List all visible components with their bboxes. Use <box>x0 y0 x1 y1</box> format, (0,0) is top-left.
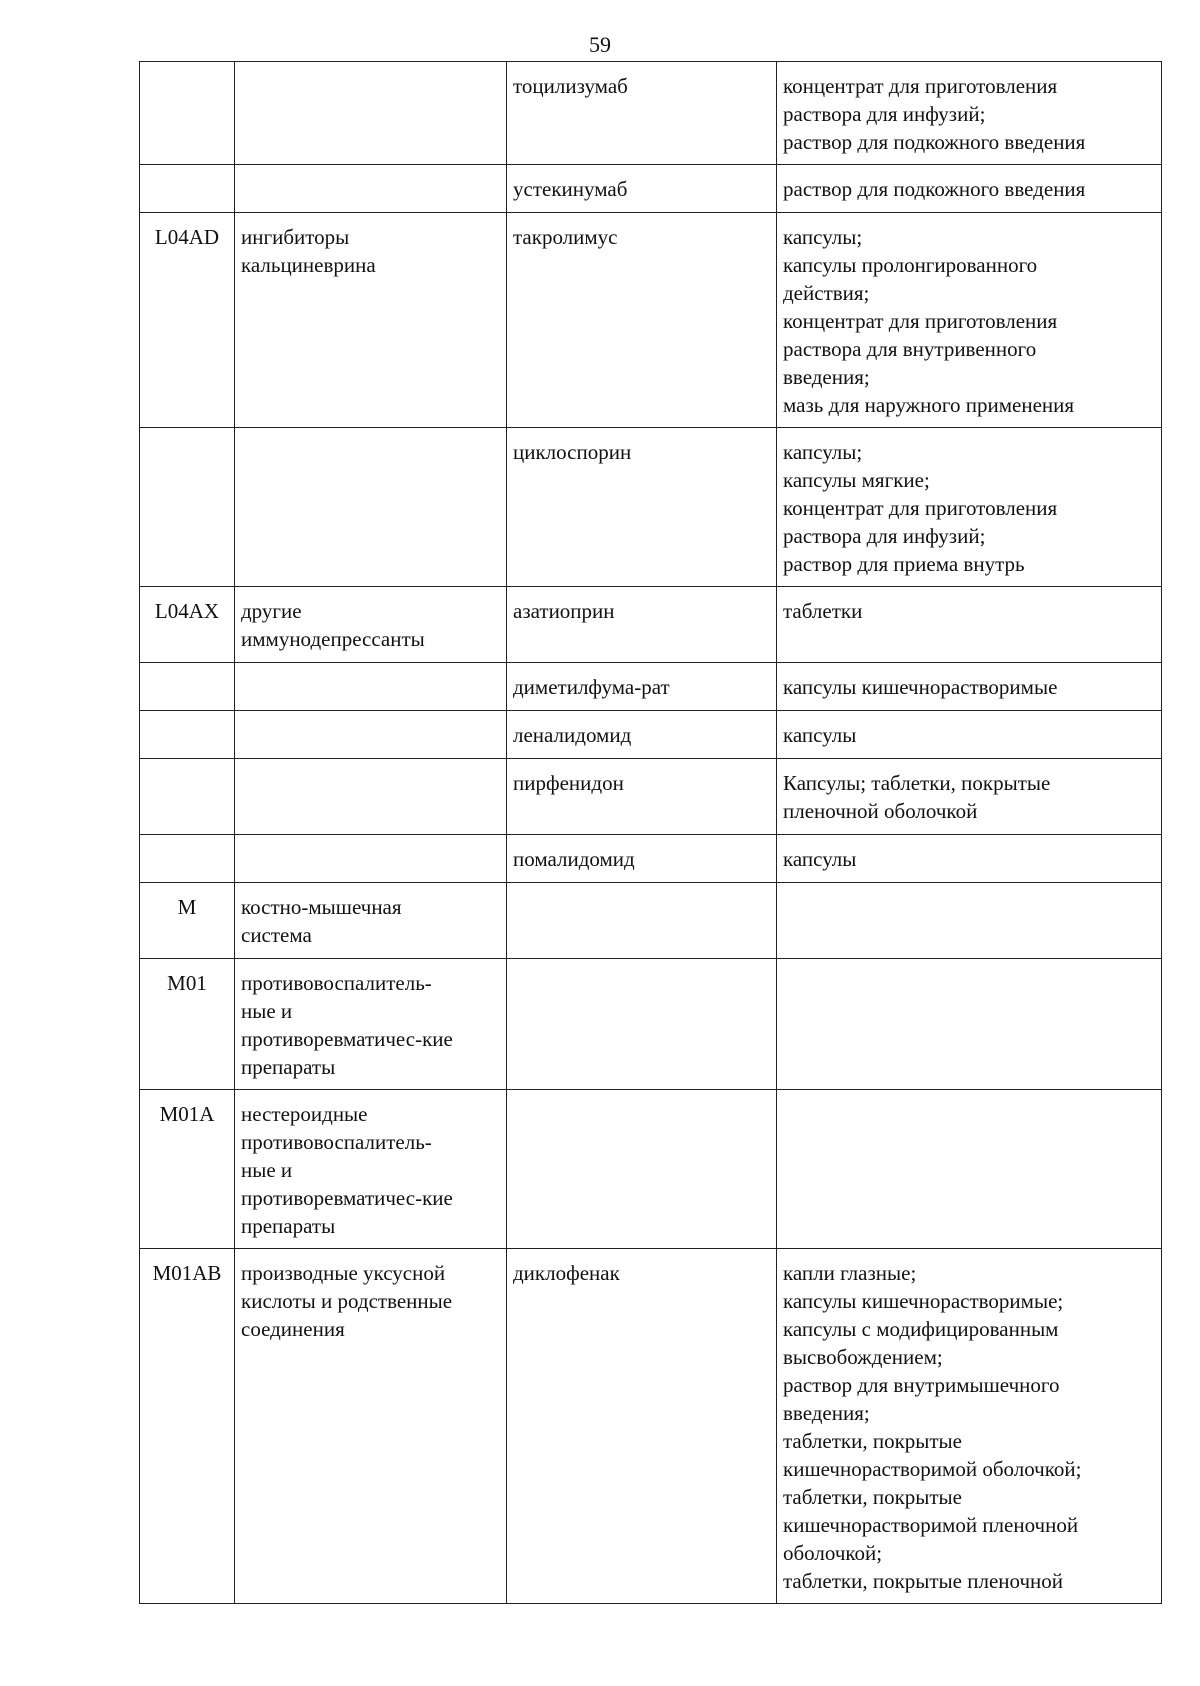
dosage-form-line: капсулы; <box>783 225 863 249</box>
anatomical-group-cell <box>235 959 507 1090</box>
atc-code-cell: M01AB <box>140 1249 235 1604</box>
atc-code-cell <box>140 428 235 587</box>
drug-name-cell: диклофенак <box>507 1249 777 1604</box>
dosage-form-line: раствор для подкожного введения <box>783 177 1086 201</box>
drug-table <box>139 61 1162 1604</box>
group-text-line: система <box>241 923 312 947</box>
drug-name-cell: леналидомид <box>507 711 777 759</box>
anatomical-group-cell <box>235 1249 507 1604</box>
anatomical-group-cell <box>235 759 507 835</box>
table-row <box>140 883 1162 959</box>
dosage-form-line: раствор для приема внутрь <box>783 552 1025 576</box>
table-row <box>140 587 1162 663</box>
atc-code-cell <box>140 759 235 835</box>
dosage-form-line: раствор для внутримышечного <box>783 1373 1060 1397</box>
drug-name-cell <box>507 883 777 959</box>
drug-name-cell: такролимус <box>507 213 777 428</box>
dosage-form-line: капсулы мягкие; <box>783 468 930 492</box>
drug-name-cell: устекинумаб <box>507 165 777 213</box>
dosage-form-line: капсулы пролонгированного <box>783 253 1038 277</box>
dosage-form-line: капсулы <box>783 847 857 871</box>
anatomical-group-cell <box>235 835 507 883</box>
group-text-line: ингибиторы <box>241 225 350 249</box>
dosage-form-line: действия; <box>783 281 870 305</box>
group-text-line: противоревматичес-кие <box>241 1186 453 1210</box>
dosage-form-line: капсулы кишечнорастворимые; <box>783 1289 1064 1313</box>
dosage-form-line: концентрат для приготовления <box>783 309 1058 333</box>
group-text-line: костно-мышечная <box>241 895 402 919</box>
anatomical-group-cell <box>235 711 507 759</box>
group-text-line: противоревматичес-кие <box>241 1027 453 1051</box>
dosage-form-line: раствор для подкожного введения <box>783 130 1086 154</box>
dosage-form-line: кишечнорастворимой оболочкой; <box>783 1457 1082 1481</box>
group-text-line: соединения <box>241 1317 345 1341</box>
dosage-form-line: капсулы <box>783 723 857 747</box>
dosage-form-line: раствора для инфузий; <box>783 524 986 548</box>
table-row <box>140 663 1162 711</box>
drug-name-cell: диметилфума-рат <box>507 663 777 711</box>
anatomical-group-cell <box>235 428 507 587</box>
drug-name-cell <box>507 959 777 1090</box>
anatomical-group-cell <box>235 62 507 165</box>
dosage-forms-cell <box>777 587 1162 663</box>
drug-name-cell: тоцилизумаб <box>507 62 777 165</box>
dosage-form-line: Капсулы; таблетки, покрытые <box>783 771 1051 795</box>
anatomical-group-cell <box>235 587 507 663</box>
dosage-forms-cell <box>777 213 1162 428</box>
table-row <box>140 1249 1162 1604</box>
dosage-form-line: капли глазные; <box>783 1261 917 1285</box>
group-text-line: противовоспалитель- <box>241 1130 432 1154</box>
table-row <box>140 62 1162 165</box>
anatomical-group-cell <box>235 213 507 428</box>
group-text-line: производные уксусной <box>241 1261 446 1285</box>
table-row <box>140 1090 1162 1249</box>
drug-name-cell: пирфенидон <box>507 759 777 835</box>
anatomical-group-cell <box>235 663 507 711</box>
dosage-forms-cell <box>777 883 1162 959</box>
table-row <box>140 759 1162 835</box>
table-row <box>140 959 1162 1090</box>
table-row <box>140 213 1162 428</box>
dosage-forms-cell <box>777 959 1162 1090</box>
dosage-form-line: кишечнорастворимой пленочной <box>783 1513 1079 1537</box>
drug-name-cell: азатиоприн <box>507 587 777 663</box>
atc-code-cell: L04AD <box>140 213 235 428</box>
atc-code-cell: M01 <box>140 959 235 1090</box>
drug-name-cell: циклоспорин <box>507 428 777 587</box>
group-text-line: иммунодепрессанты <box>241 627 425 651</box>
dosage-form-line: раствора для внутривенного <box>783 337 1037 361</box>
dosage-forms-cell <box>777 1249 1162 1604</box>
atc-code-cell <box>140 711 235 759</box>
atc-code-cell: L04AX <box>140 587 235 663</box>
dosage-form-line: высвобождением; <box>783 1345 943 1369</box>
dosage-form-line: таблетки, покрытые пленочной <box>783 1569 1064 1593</box>
dosage-forms-cell <box>777 1090 1162 1249</box>
group-text-line: другие <box>241 599 302 623</box>
dosage-form-line: пленочной оболочкой <box>783 799 978 823</box>
dosage-form-line: таблетки <box>783 599 863 623</box>
table-body <box>140 62 1162 1604</box>
atc-code-cell <box>140 165 235 213</box>
page-number: 59 <box>589 32 611 57</box>
group-text-line: противовоспалитель- <box>241 971 432 995</box>
table-row <box>140 428 1162 587</box>
drug-name-cell: помалидомид <box>507 835 777 883</box>
dosage-form-line: таблетки, покрытые <box>783 1429 962 1453</box>
group-text-line: препараты <box>241 1214 336 1238</box>
anatomical-group-cell <box>235 1090 507 1249</box>
table-row <box>140 165 1162 213</box>
dosage-form-line: введения; <box>783 365 870 389</box>
atc-code-cell: M01A <box>140 1090 235 1249</box>
dosage-forms-cell <box>777 62 1162 165</box>
dosage-form-line: капсулы кишечнорастворимые <box>783 675 1058 699</box>
dosage-forms-cell <box>777 835 1162 883</box>
group-text-line: препараты <box>241 1055 336 1079</box>
dosage-form-line: раствора для инфузий; <box>783 102 986 126</box>
atc-code-cell <box>140 62 235 165</box>
table-row <box>140 711 1162 759</box>
dosage-forms-cell <box>777 711 1162 759</box>
table-row <box>140 835 1162 883</box>
drug-name-cell <box>507 1090 777 1249</box>
group-text-line: нестероидные <box>241 1102 368 1126</box>
dosage-form-line: капсулы с модифицированным <box>783 1317 1059 1341</box>
dosage-form-line: концентрат для приготовления <box>783 74 1058 98</box>
dosage-forms-cell <box>777 165 1162 213</box>
group-text-line: кислоты и родственные <box>241 1289 453 1313</box>
dosage-forms-cell <box>777 759 1162 835</box>
atc-code-cell: M <box>140 883 235 959</box>
anatomical-group-cell <box>235 883 507 959</box>
anatomical-group-cell <box>235 165 507 213</box>
group-text-line: ные и <box>241 999 293 1023</box>
group-text-line: ные и <box>241 1158 293 1182</box>
dosage-form-line: таблетки, покрытые <box>783 1485 962 1509</box>
dosage-form-line: мазь для наружного применения <box>783 393 1075 417</box>
dosage-form-line: концентрат для приготовления <box>783 496 1058 520</box>
atc-code-cell <box>140 835 235 883</box>
atc-code-cell <box>140 663 235 711</box>
dosage-forms-cell <box>777 428 1162 587</box>
dosage-form-line: капсулы; <box>783 440 863 464</box>
dosage-form-line: оболочкой; <box>783 1541 883 1565</box>
dosage-form-line: введения; <box>783 1401 870 1425</box>
group-text-line: кальциневрина <box>241 253 376 277</box>
dosage-forms-cell <box>777 663 1162 711</box>
